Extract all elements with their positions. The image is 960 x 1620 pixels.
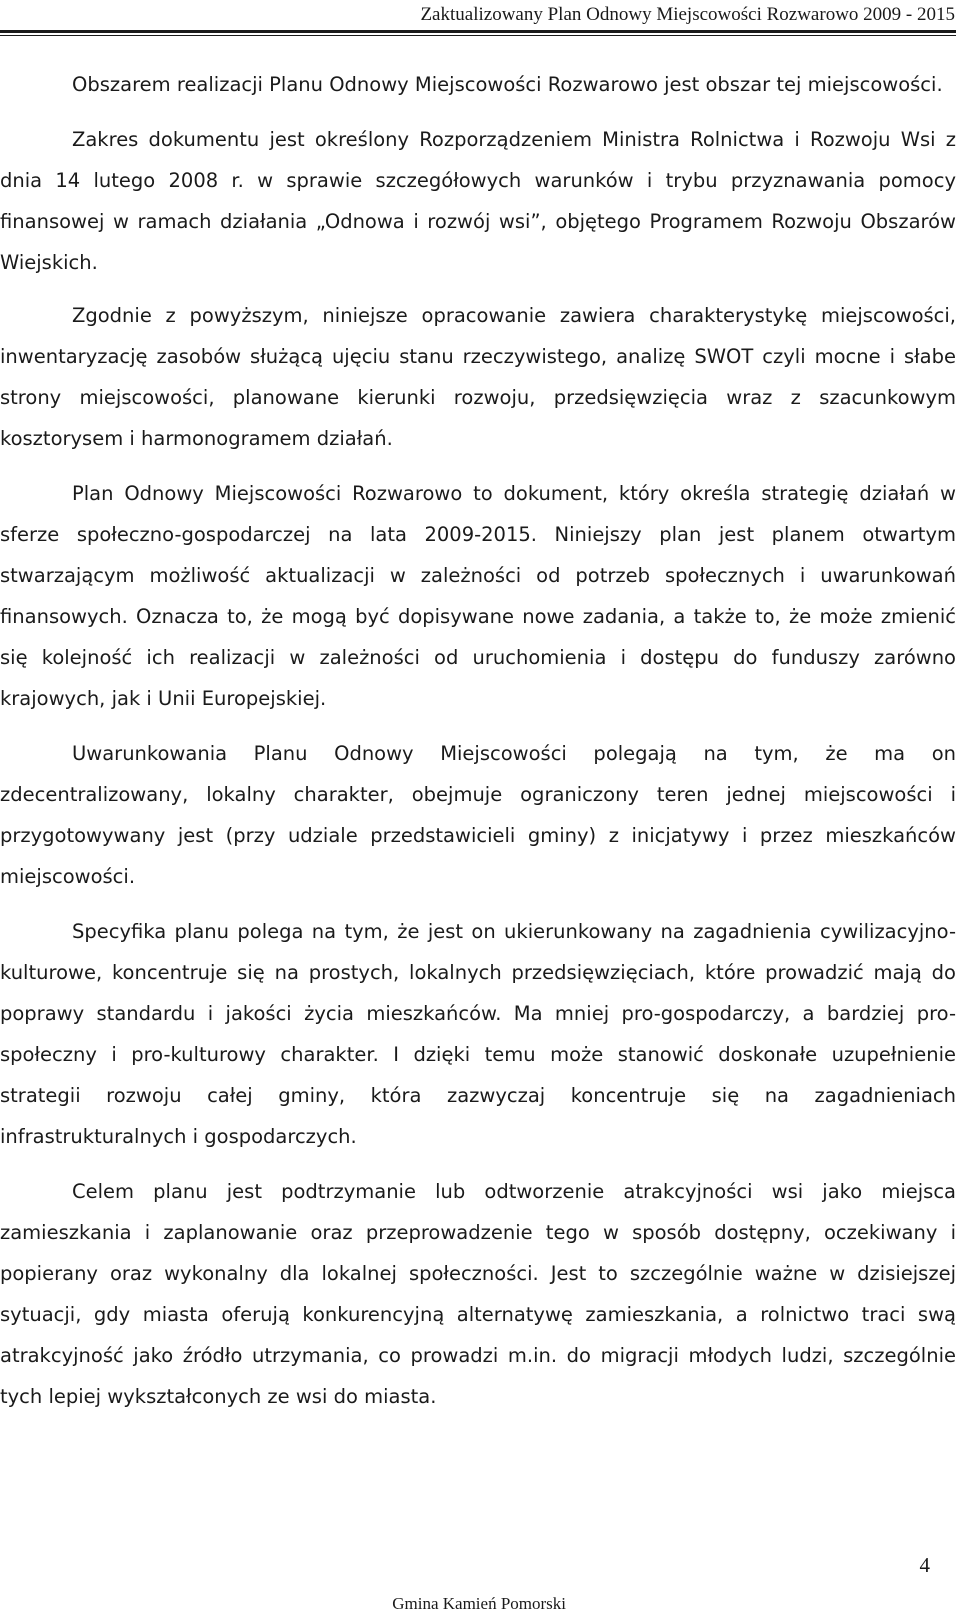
paragraph-plan-definition: Plan Odnowy Miejscowości Rozwarowo to dokument, który określa strategię działań w sferze społeczno-gospodarczej na lata 2009-2015. Niniejszy plan jest planem otwartym stwarzającym możliwość aktualizacji w zależności od potrzeb społecznych i uwarunkowań finansowych. Oznacza to, że mogą być dopisywane nowe zadania, a także to, że może zmienić się kolejność ich realizacji w zależności od uruchomienia i dostępu do funduszy zarówno krajowych, jak i Unii Europejskiej. bbox=[0, 482, 956, 710]
page-number: 4 bbox=[919, 1553, 930, 1577]
paragraph-specifics: Specyfika planu polega na tym, że jest on ukierunkowany na zagadnienia cywilizacyjno-kulturowe, koncentruje się na prostych, lokalnych przedsięwzięciach, które prowadzić mają do poprawy standardu i jakości życia mieszkańców. Ma mniej pro-gospodarczy, a bardziej pro-społeczny i pro-kulturowy charakter. I dzięki temu może stanowić doskonałe uzupełnienie strategii rozwoju całej gminy, która zazwyczaj koncentruje się na zagadnieniach infrastrukturalnych i gospodarczych. bbox=[0, 920, 956, 1148]
header-title: Zaktualizowany Plan Odnowy Miejscowości Rozwarowo 2009 - 2015 bbox=[420, 4, 955, 25]
footer-text: Gmina Kamień Pomorski bbox=[392, 1594, 566, 1613]
header-rule-thin bbox=[0, 35, 956, 36]
paragraph-conditions: Uwarunkowania Planu Odnowy Miejscowości polegają na tym, że ma on zdecentralizowany, lokalny charakter, obejmuje ograniczony teren jednej miejscowości i przygotowywany jest (przy udziale przedstawicieli gminy) z inicjatywy i przez mieszkańców miejscowości. bbox=[0, 742, 956, 888]
paragraph-legal-basis: Zakres dokumentu jest określony Rozporządzeniem Ministra Rolnictwa i Rozwoju Wsi z dnia 14 lutego 2008 r. w sprawie szczegółowych warunków i trybu przyznawania pomocy finansowej w ramach działania „Odnowa i rozwój wsi”, objętego Programem Rozwoju Obszarów Wiejskich. bbox=[0, 128, 956, 274]
paragraph-scope: Obszarem realizacji Planu Odnowy Miejscowości Rozwarowo jest obszar tej miejscowości. bbox=[72, 73, 943, 96]
document-body bbox=[0, 64, 956, 1429]
page-footer bbox=[0, 1594, 956, 1614]
page-header bbox=[0, 0, 960, 40]
paragraph-contents: Zgodnie z powyższym, niniejsze opracowanie zawiera charakterystykę miejscowości, inwentaryzację zasobów służącą ujęciu stanu rzeczywistego, analizę SWOT czyli mocne i słabe strony miejscowości, planowane kierunki rozwoju, przedsięwzięcia wraz z szacunkowym kosztorysem i harmonogramem działań. bbox=[0, 304, 956, 450]
header-rule-thick bbox=[0, 30, 956, 33]
paragraph-goal: Celem planu jest podtrzymanie lub odtworzenie atrakcyjności wsi jako miejsca zamieszkania i zaplanowanie oraz przeprowadzenie tego w sposób dostępny, oczekiwany i popierany oraz wykonalny dla lokalnej społeczności. Jest to szczególnie ważne w dzisiejszej sytuacji, gdy miasta oferują konkurencyjną alternatywę zamieszkania, a rolnictwo traci swą atrakcyjność jako źródło utrzymania, co prowadzi m.in. do migracji młodych ludzi, szczególnie tych lepiej wykształconych ze wsi do miasta. bbox=[0, 1180, 956, 1408]
